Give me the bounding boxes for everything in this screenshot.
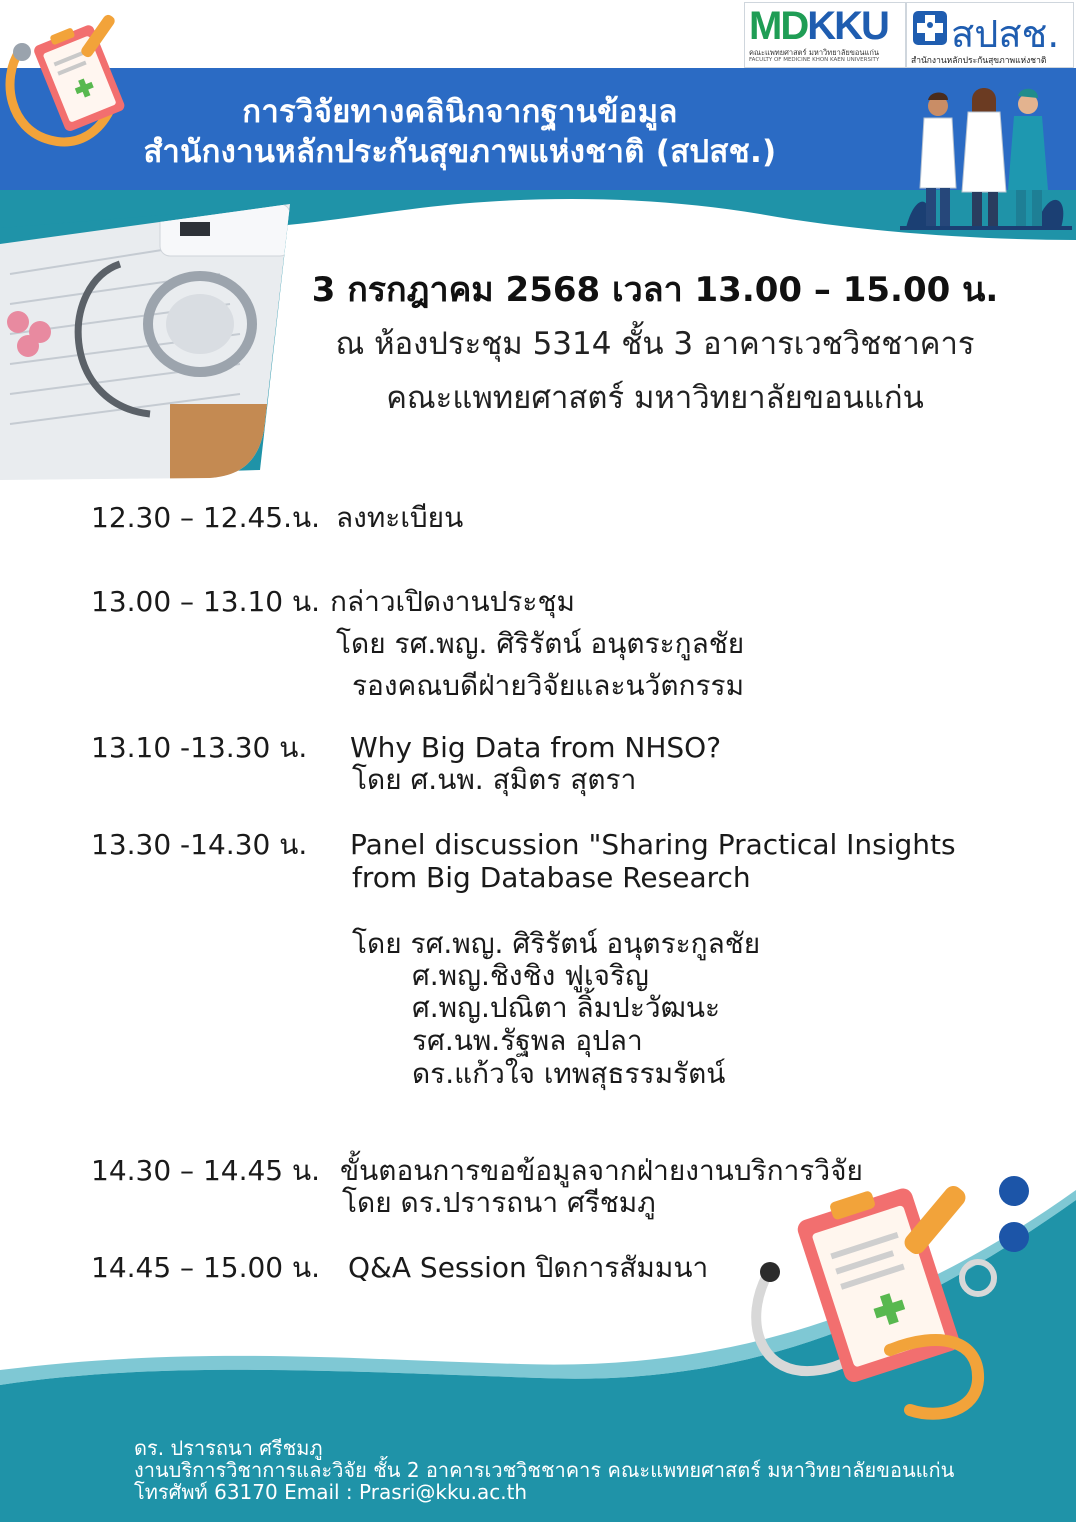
event-faculty: คณะแพทยศาสตร์ มหาวิทยาลัยขอนแก่น (386, 380, 924, 416)
event-venue: ณ ห้องประชุม 5314 ชั้น 3 อาคารเวชวิชชาคาร (335, 326, 975, 362)
schedule-time: 14.45 – 15.00 น. (91, 1251, 321, 1284)
mdkku-subtitle-en: FACULTY OF MEDICINE KHON KAEN UNIVERSITY (749, 57, 880, 63)
title-line-1: การวิจัยทางคลินิกจากฐานข้อมูล (242, 94, 678, 130)
mdkku-logo (744, 2, 906, 68)
schedule-title: ลงทะเบียน (336, 501, 464, 534)
clipboard-stethoscope-icon (0, 10, 140, 160)
schedule-time: 13.00 – 13.10 น. (91, 585, 321, 618)
schedule-title: กล่าวเปิดงานประชุม (330, 585, 575, 618)
schedule-title-cont: from Big Database Research (352, 861, 751, 894)
decor-dot (999, 1222, 1029, 1252)
schedule-title: ขั้นตอนการขอข้อมูลจากฝ่ายงานบริการวิจัย (340, 1154, 863, 1187)
footer-contact: โทรศัพท์ 63170 Email : Prasri@kku.ac.th (134, 1480, 528, 1504)
doctors-illustration-icon (896, 78, 1076, 238)
schedule-time: 13.30 -14.30 น. (91, 828, 308, 861)
decor-dot (999, 1176, 1029, 1206)
schedule-speaker-role: รองคณบดีฝ่ายวิจัยและนวัตกรรม (352, 669, 745, 702)
schedule-speaker: ดร.แก้วใจ เทพสุธรรมรัตน์ (412, 1057, 726, 1090)
nhso-name: สปสช. (951, 12, 1060, 56)
stethoscope-photo-icon (0, 204, 290, 480)
clipboard-stethoscope-icon (740, 1180, 1000, 1425)
schedule-speaker: โดย รศ.พญ. ศิริรัตน์ อนุตระกูลชัย (352, 927, 761, 960)
mdkku-subtitle-th: คณะแพทยศาสตร์ มหาวิทยาลัยขอนแก่น (749, 48, 880, 57)
schedule-speaker: โดย ศ.นพ. สุมิตร สุตรา (352, 763, 637, 796)
schedule-time: 13.10 -13.30 น. (91, 731, 308, 764)
schedule-title: Panel discussion "Sharing Practical Insights (350, 828, 956, 861)
title-line-2: สำนักงานหลักประกันสุขภาพแห่งชาติ (สปสช.) (143, 134, 777, 170)
event-date-time: 3 กรกฎาคม 2568 เวลา 13.00 – 15.00 น. (311, 270, 999, 310)
nhso-logo (906, 2, 1074, 68)
nhso-subtitle: สำนักงานหลักประกันสุขภาพแห่งชาติ (911, 56, 1047, 66)
schedule-title: Why Big Data from NHSO? (350, 731, 722, 764)
schedule-title: Q&A Session ปิดการสัมมนา (348, 1251, 709, 1284)
schedule-speaker: โดย ดร.ปรารถนา ศรีชมภู (342, 1186, 656, 1219)
footer-name: ดร. ปรารถนา ศรีชมภู (134, 1436, 323, 1460)
schedule-speaker: ศ.พญ.ปณิตา ลิ้มปะวัฒนะ (412, 991, 721, 1024)
schedule-speaker: รศ.นพ.รัฐพล อุปลา (412, 1024, 643, 1057)
schedule-time: 12.30 – 12.45.น. (91, 501, 321, 534)
schedule-time: 14.30 – 14.45 น. (91, 1154, 321, 1187)
schedule-speaker: ศ.พญ.ชิงชิง ฟูเจริญ (412, 959, 649, 992)
footer-address: งานบริการวิชาการและวิจัย ชั้น 2 อาคารเวชวิชชาคาร คณะแพทยศาสตร์ มหาวิทยาลัยขอนแก่น (134, 1458, 955, 1482)
medical-cross-icon (913, 11, 947, 45)
schedule-speaker: โดย รศ.พญ. ศิริรัตน์ อนุตระกูลชัย (336, 627, 745, 660)
mdkku-mark: MDKKU (749, 4, 888, 48)
